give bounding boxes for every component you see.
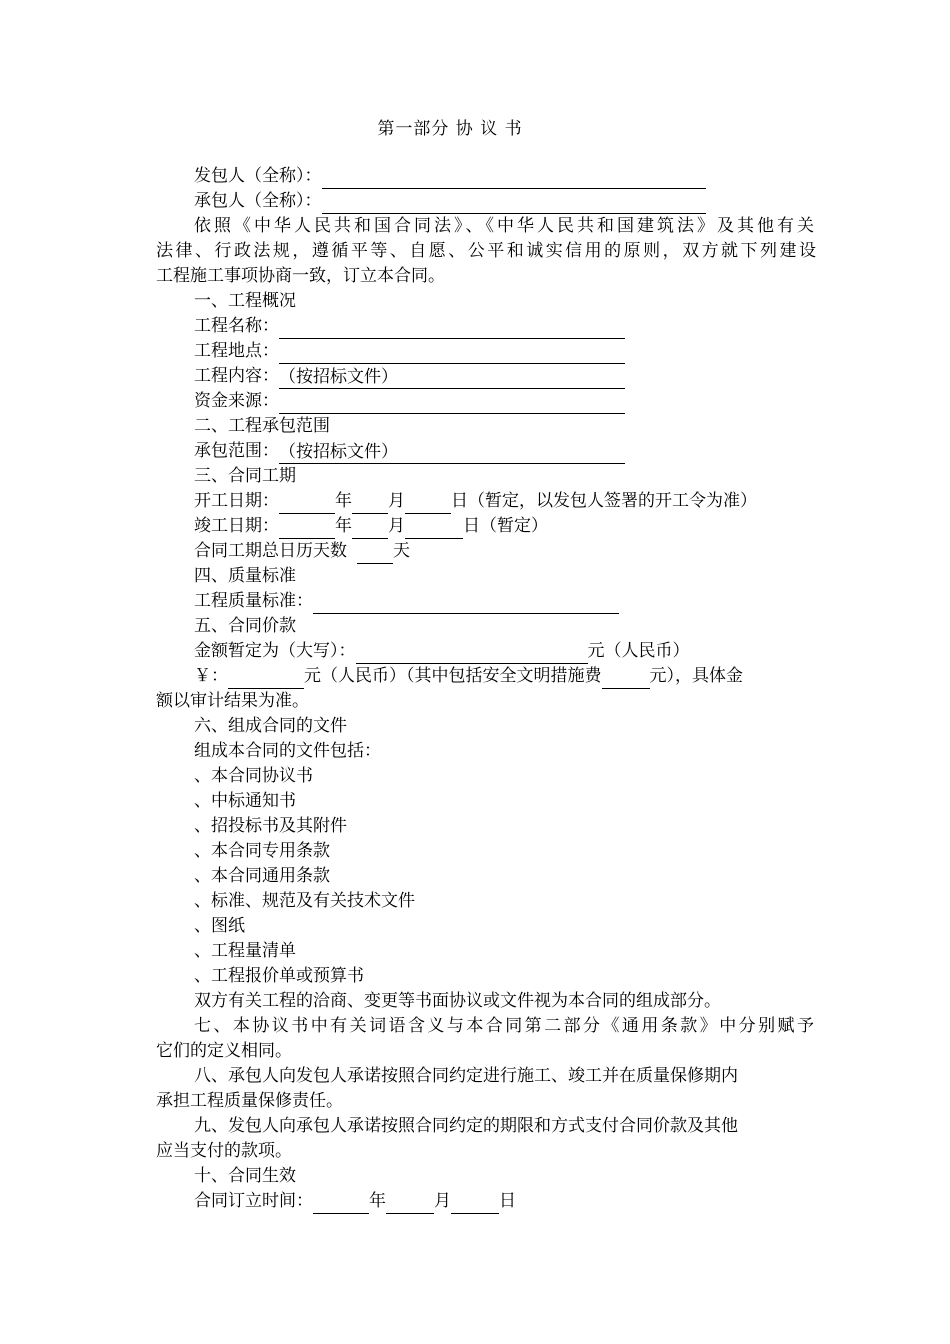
quality-blank[interactable] bbox=[313, 593, 619, 614]
signing-date-label: 合同订立时间： bbox=[194, 1191, 313, 1211]
document-item: 、招投标书及其附件 bbox=[194, 816, 347, 836]
documents-closing: 双方有关工程的洽商、变更等书面协议或文件视为本合同的组成部分。 bbox=[194, 991, 721, 1011]
signing-day-blank[interactable] bbox=[451, 1193, 499, 1214]
end-day-blank[interactable] bbox=[405, 518, 463, 539]
section-6-heading: 六、组成合同的文件 bbox=[194, 716, 347, 736]
start-month-blank[interactable] bbox=[352, 493, 388, 514]
start-date-line bbox=[194, 489, 814, 514]
intro-line-3: 工程施工事项协商一致，订立本合同。 bbox=[156, 266, 445, 286]
project-name-blank[interactable] bbox=[279, 318, 625, 339]
safety-fee-blank[interactable] bbox=[602, 668, 650, 689]
project-location-blank[interactable] bbox=[279, 343, 625, 364]
end-date-line bbox=[194, 514, 814, 539]
contractor-label: 承包人（全称）： bbox=[194, 191, 322, 211]
contractor-line bbox=[194, 189, 814, 214]
project-location-line bbox=[194, 339, 814, 364]
scope-field[interactable] bbox=[279, 441, 625, 464]
document-item: 、工程量清单 bbox=[194, 941, 296, 961]
end-month-blank[interactable] bbox=[352, 518, 388, 539]
document-item: 、标准、规范及有关技术文件 bbox=[194, 891, 415, 911]
section-9-line-1: 九、发包人向承包人承诺按照合同约定的期限和方式支付合同价款及其他 bbox=[194, 1116, 738, 1136]
amount-words-unit: 元（人民币） bbox=[587, 641, 690, 661]
total-duration-line bbox=[194, 539, 814, 564]
amount-words-label: 金额暂定为（大写）： bbox=[194, 641, 356, 661]
amount-audit-line: 额以审计结果为准。 bbox=[156, 691, 309, 711]
project-name-label: 工程名称： bbox=[194, 316, 279, 336]
scope-line bbox=[194, 439, 814, 464]
amount-figure-unit: 元（人民币）（其中包括安全文明措施费 bbox=[304, 666, 602, 686]
section-4-heading: 四、质量标准 bbox=[194, 566, 296, 586]
end-date-label: 竣工日期： bbox=[194, 516, 279, 536]
signing-year-blank[interactable] bbox=[313, 1193, 369, 1214]
project-content-value: （按招标文件） bbox=[279, 367, 398, 387]
document-item: 、中标通知书 bbox=[194, 791, 296, 811]
funding-source-blank[interactable] bbox=[279, 393, 625, 414]
start-day-text: 日 bbox=[451, 491, 468, 511]
start-date-label: 开工日期： bbox=[194, 491, 279, 511]
start-year-blank[interactable] bbox=[279, 493, 335, 514]
scope-label: 承包范围： bbox=[194, 441, 279, 461]
total-days-unit: 天 bbox=[393, 541, 410, 561]
end-year-text: 年 bbox=[335, 516, 352, 536]
total-duration-label: 合同工期总日历天数 bbox=[194, 541, 347, 561]
intro-line-2: 法律、行政法规，遵循平等、自愿、公平和诚实信用的原则，双方就下列建设 bbox=[156, 241, 816, 261]
end-day-text: 日 bbox=[463, 516, 480, 536]
section-3-heading: 三、合同工期 bbox=[194, 466, 296, 486]
start-month-text: 月 bbox=[388, 491, 405, 511]
start-date-note: （暂定，以发包人签署的开工令为准） bbox=[468, 491, 757, 511]
section-5-heading: 五、合同价款 bbox=[194, 616, 296, 636]
amount-figure-label: ￥： bbox=[194, 666, 228, 686]
document-item: 、本合同通用条款 bbox=[194, 866, 330, 886]
project-location-label: 工程地点： bbox=[194, 341, 279, 361]
amount-figure-tail: 元），具体金 bbox=[649, 666, 743, 686]
section-10-heading: 十、合同生效 bbox=[194, 1166, 296, 1186]
documents-intro: 组成本合同的文件包括： bbox=[194, 741, 381, 761]
document-item: 、本合同协议书 bbox=[194, 766, 313, 786]
start-day-blank[interactable] bbox=[405, 493, 451, 514]
amount-figure-line bbox=[194, 664, 814, 689]
section-7-line-2: 它们的定义相同。 bbox=[156, 1041, 292, 1061]
contractor-name-blank[interactable] bbox=[322, 193, 706, 214]
signing-date-line bbox=[194, 1189, 814, 1214]
project-content-label: 工程内容： bbox=[194, 366, 279, 386]
signing-month-blank[interactable] bbox=[386, 1193, 434, 1214]
amount-words-line bbox=[194, 639, 814, 664]
section-8-line-2: 承担工程质量保修责任。 bbox=[156, 1091, 343, 1111]
employer-name-blank[interactable] bbox=[322, 168, 706, 189]
section-2-heading: 二、工程承包范围 bbox=[194, 416, 330, 436]
project-name-line bbox=[194, 314, 814, 339]
scope-value: （按招标文件） bbox=[279, 442, 398, 462]
section-1-heading: 一、工程概况 bbox=[194, 291, 296, 311]
quality-label: 工程质量标准： bbox=[194, 591, 313, 611]
project-content-field[interactable] bbox=[279, 366, 625, 389]
funding-source-label: 资金来源： bbox=[194, 391, 279, 411]
end-month-text: 月 bbox=[388, 516, 405, 536]
employer-line bbox=[194, 164, 814, 189]
end-date-note: （暂定） bbox=[480, 516, 548, 536]
funding-source-line bbox=[194, 389, 814, 414]
intro-line-1: 依照《中华人民共和国合同法》、《中华人民共和国建筑法》及其他有关 bbox=[194, 216, 814, 236]
end-year-blank[interactable] bbox=[279, 518, 335, 539]
section-9-line-2: 应当支付的款项。 bbox=[156, 1141, 292, 1161]
amount-figure-blank[interactable] bbox=[228, 668, 304, 689]
document-item: 、图纸 bbox=[194, 916, 245, 936]
signing-month-text: 月 bbox=[434, 1191, 451, 1211]
project-content-line bbox=[194, 364, 814, 389]
section-8-line-1: 八、承包人向发包人承诺按照合同约定进行施工、竣工并在质量保修期内 bbox=[194, 1066, 738, 1086]
amount-words-blank[interactable] bbox=[356, 643, 588, 664]
document-item: 、本合同专用条款 bbox=[194, 841, 330, 861]
signing-day-text: 日 bbox=[499, 1191, 516, 1211]
total-days-blank[interactable] bbox=[357, 543, 393, 564]
quality-line bbox=[194, 589, 814, 614]
start-year-text: 年 bbox=[335, 491, 352, 511]
section-7-line-1: 七、本协议书中有关词语含义与本合同第二部分《通用条款》中分别赋予 bbox=[194, 1016, 814, 1036]
document-item: 、工程报价单或预算书 bbox=[194, 966, 364, 986]
document-title: 第一部分 协 议 书 bbox=[377, 119, 523, 139]
employer-label: 发包人（全称）： bbox=[194, 166, 322, 186]
signing-year-text: 年 bbox=[369, 1191, 386, 1211]
